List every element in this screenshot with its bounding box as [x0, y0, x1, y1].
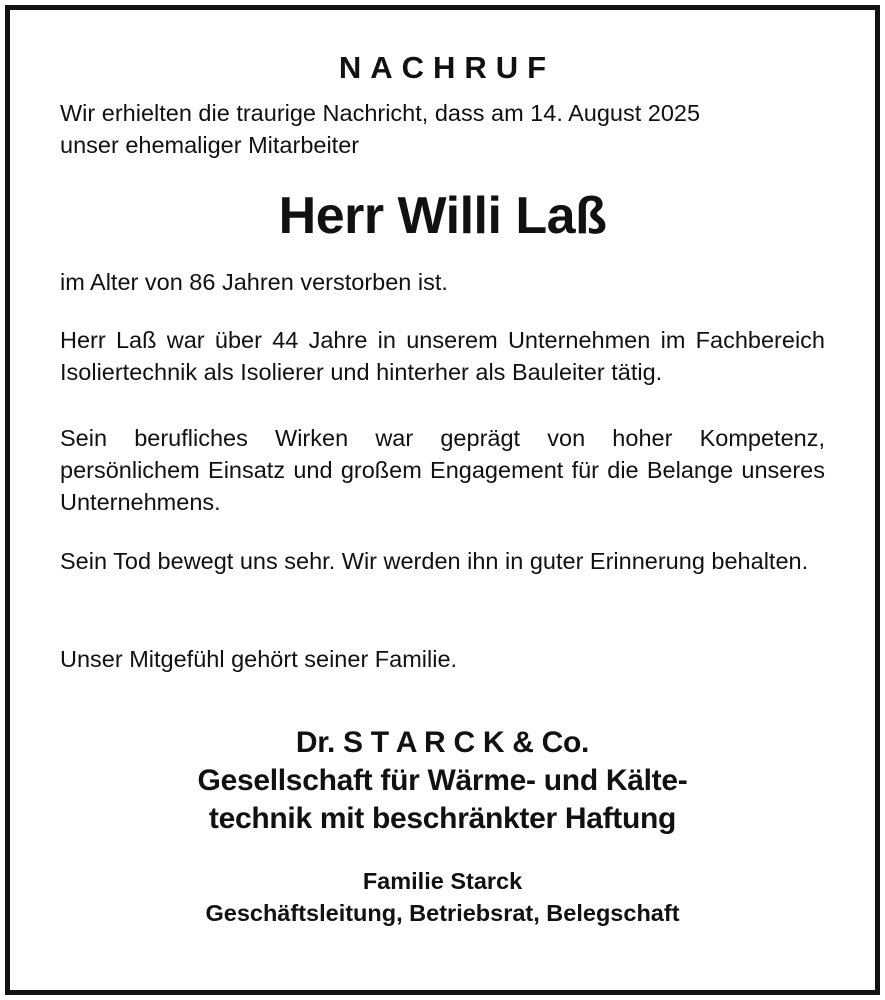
company-block [60, 724, 825, 838]
company-desc-line-1: Gesellschaft für Wärme- und Kälte- [197, 764, 688, 797]
sympathy-line: Unser Mitgefühl gehört seiner Familie. [60, 646, 458, 672]
company-desc-line-2: technik mit beschränkter Haftung [208, 802, 677, 835]
signer-family: Familie Starck [362, 868, 523, 894]
intro-line-2: unser ehemaliger Mitarbeiter [60, 132, 360, 158]
signer-groups: Geschäftsleitung, Betriebsrat, Belegschaft [205, 900, 680, 926]
career-paragraph: Herr Laß war über 44 Jahre in unserem Unternehmen im Fachbereich Isoliertechnik als Isolierer und hinterher als Bauleiter tätig. [60, 327, 825, 385]
work-paragraph: Sein berufliches Wirken war geprägt von hoher Kompetenz, persönlichem Einsatz und großem Engagement für die Belange unseres Unternehmens. [60, 425, 825, 515]
company-name: Dr. S T A R C K & Co. [295, 726, 590, 759]
memory-paragraph: Sein Tod bewegt uns sehr. Wir werden ihn in guter Erinnerung behalten. [60, 548, 809, 574]
deceased-name: Herr Willi Laß [278, 187, 607, 245]
intro-line-1: Wir erhielten die traurige Nachricht, dass am 14. August 2025 [60, 100, 701, 126]
notice-heading: NACHRUF [338, 50, 556, 85]
intro-text [60, 97, 825, 161]
signers-block [60, 865, 825, 929]
age-line: im Alter von 86 Jahren verstorben ist. [60, 269, 448, 295]
